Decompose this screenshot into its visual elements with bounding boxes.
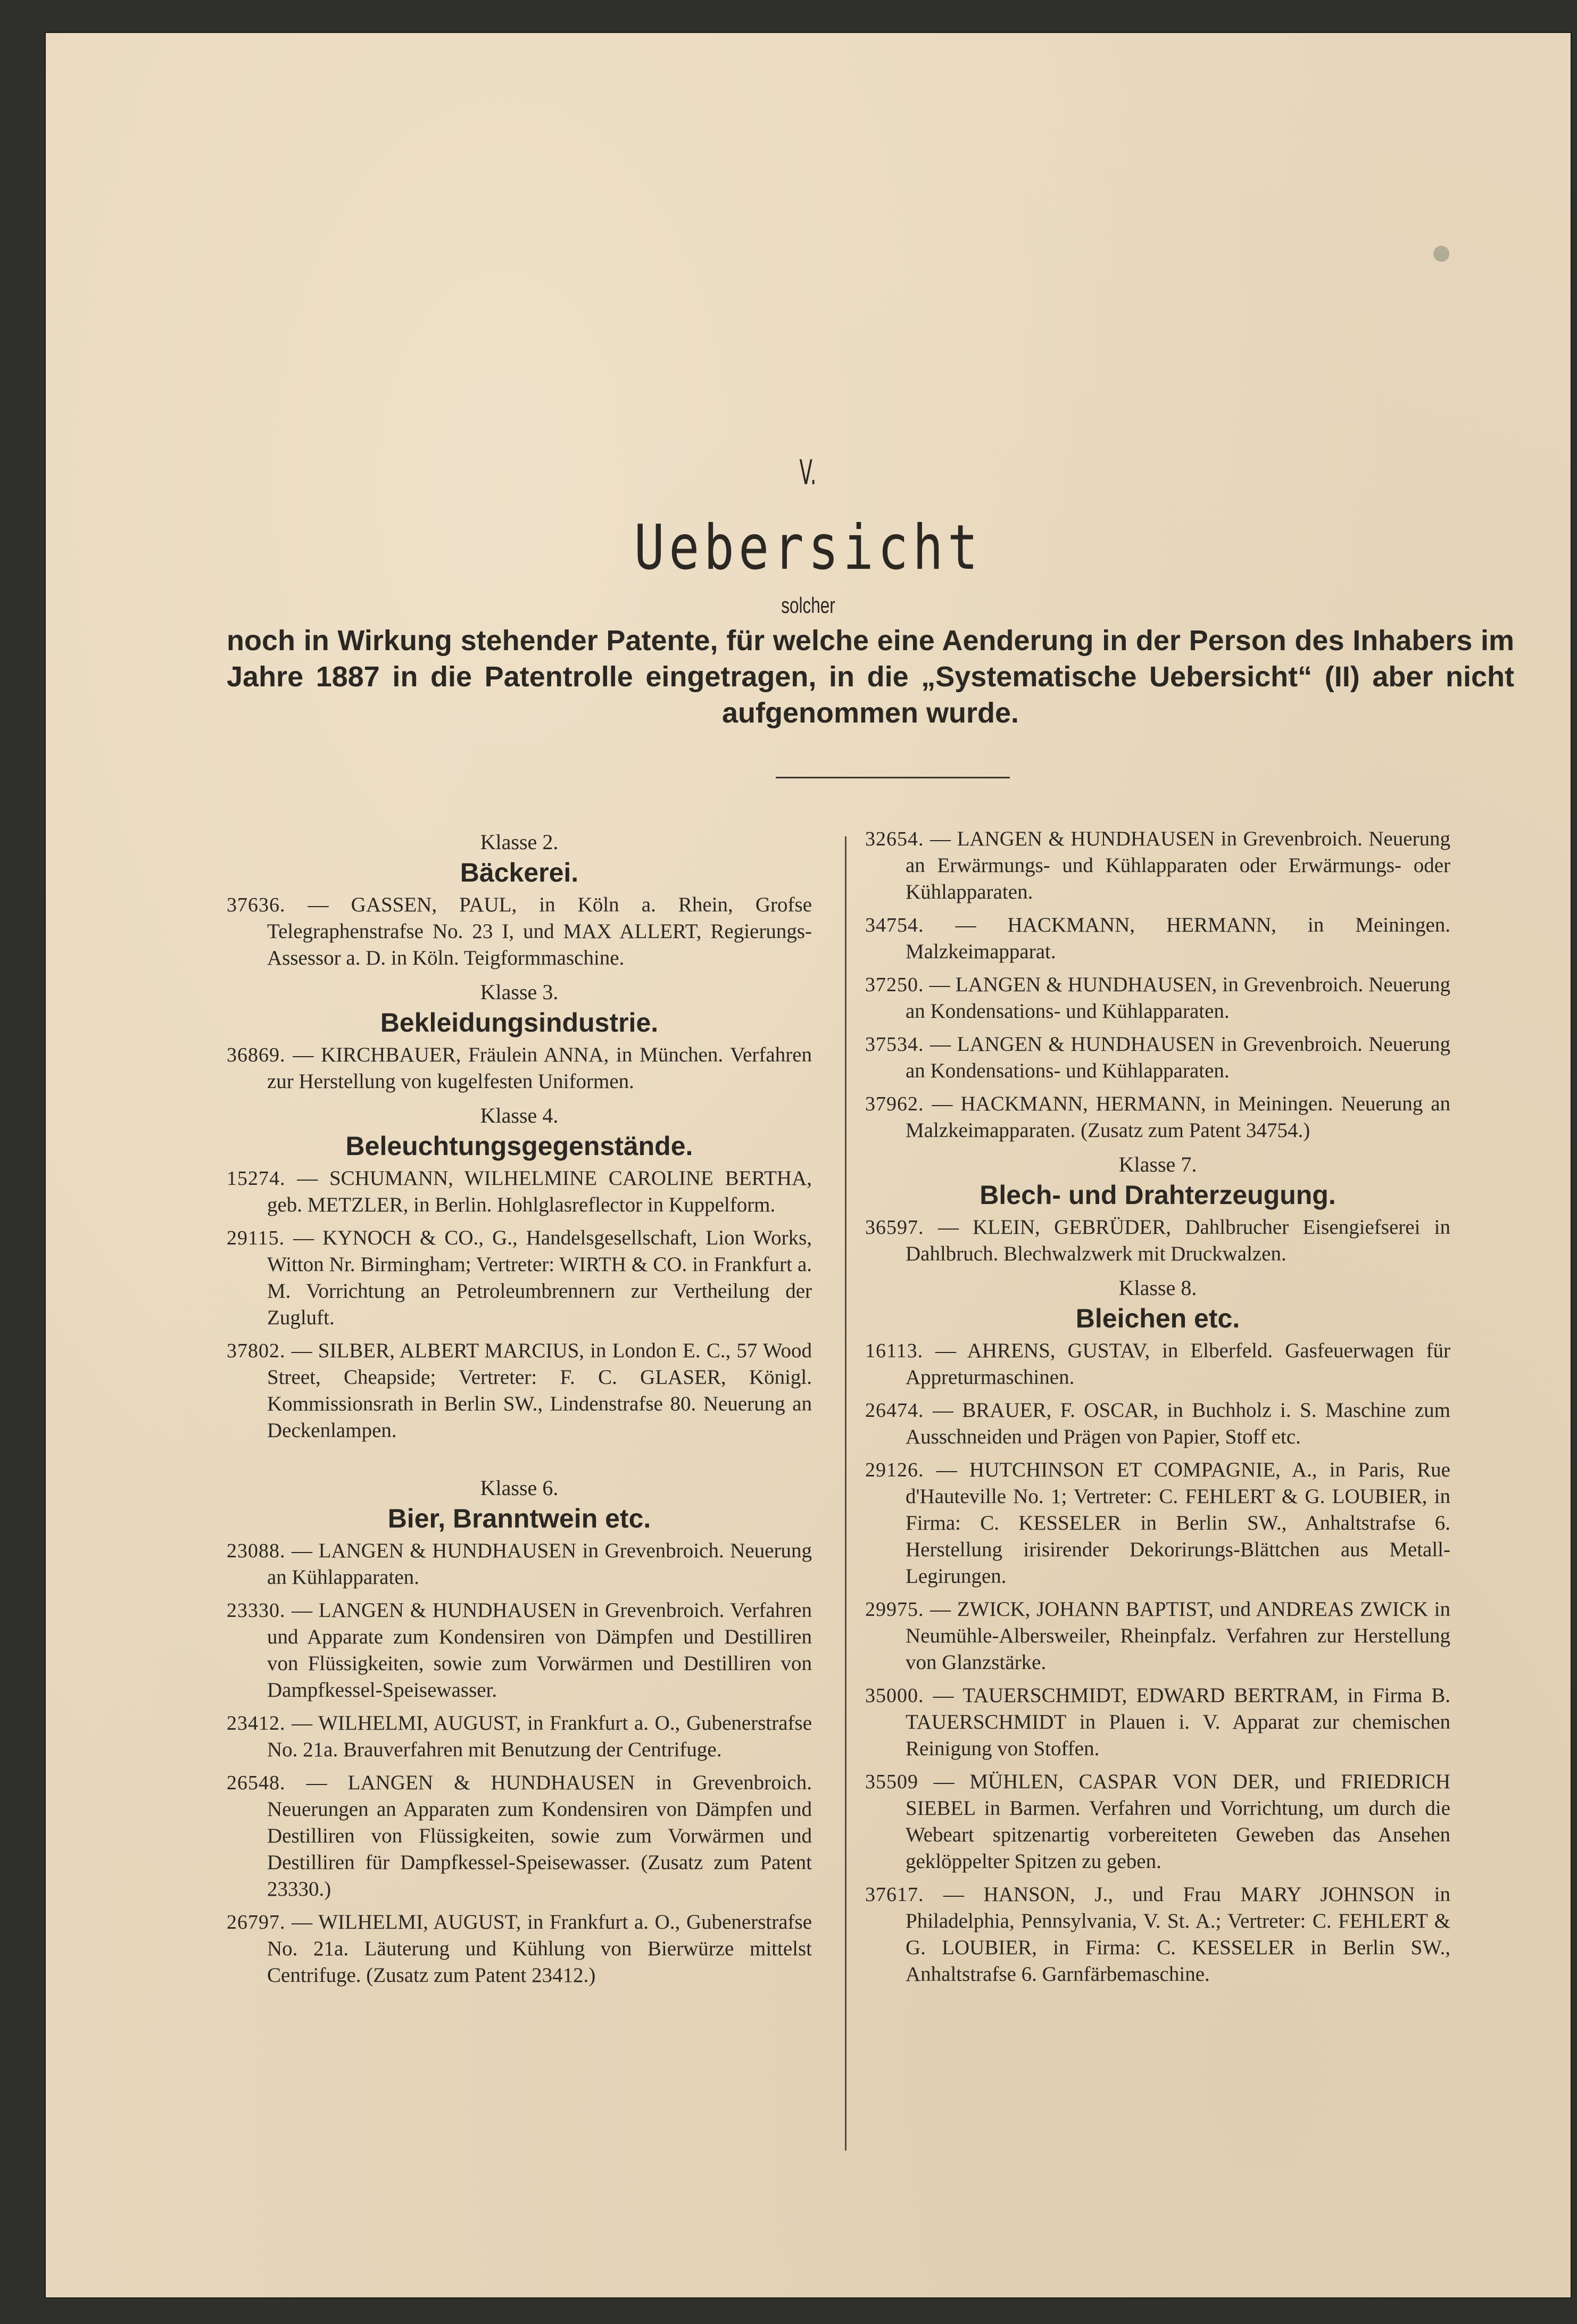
patent-text: — LANGEN & HUNDHAUSEN in Grevenbroich. Neuerungen an Apparaten zum Kondensiren von Dämpfen und Destilliren von Flüssigkeiten, sowie zum Vorwärmen und Destilliren für Dampfkessel-Speisewasser. (Zusatz zum Patent 23330.): [267, 1771, 812, 1900]
page-title: Uebersicht: [634, 512, 983, 584]
patent-text: — WILHELMI, AUGUST, in Frankfurt a. O., Gubenerstrafse No. 21a. Brauverfahren mit Benutzung der Centrifuge.: [267, 1712, 812, 1761]
document-page: [46, 33, 1571, 2297]
patent-text: — HANSON, J., und Frau MARY JOHNSON in Philadelphia, Pennsylvania, V. St. A.; Vertreter: C. FEHLERT & G. LOUBIER, in Firma: C. KESSELER in Berlin SW., Anhaltstrafse 6. Garnfärbemaschine.: [906, 1883, 1450, 1986]
patent-number: 35000.: [865, 1684, 924, 1707]
patent-entry: [227, 1909, 812, 1989]
header-rule: [776, 777, 1010, 778]
patent-entry: [865, 972, 1450, 1025]
category-heading: Beleuchtungsgegenstände.: [345, 1131, 693, 1161]
patent-entry: [865, 1031, 1450, 1084]
patent-number: 29975.: [865, 1598, 924, 1621]
patent-entry: [865, 1214, 1450, 1267]
patent-number: 34754.: [865, 914, 924, 936]
patent-text: — HACKMANN, HERMANN, in Meiningen. Malzkeimapparat.: [906, 914, 1451, 963]
patent-entry: [227, 1770, 812, 1903]
patent-entry: [227, 1225, 812, 1331]
patent-text: — HACKMANN, HERMANN, in Meiningen. Neuerung an Malzkeimapparaten. (Zusatz zum Patent 34754.): [906, 1092, 1451, 1142]
patent-text: — KIRCHBAUER, Fräulein ANNA, in München. Verfahren zur Herstellung von kugelfesten Uniformen.: [267, 1043, 812, 1093]
klasse-heading: Klasse 4.: [480, 1103, 559, 1127]
category-heading: Bäckerei.: [460, 858, 579, 887]
patent-text: — LANGEN & HUNDHAUSEN in Grevenbroich. Verfahren und Apparate zum Kondensiren von Dämpfen und Destilliren von Flüssigkeiten, sowie zum Vorwärmen und Destilliren von Dampfkessel-Speisewasser.: [267, 1599, 812, 1702]
patent-number: 15274.: [227, 1167, 286, 1190]
patent-text: — LANGEN & HUNDHAUSEN in Grevenbroich. Neuerung an Erwärmungs- und Kühlapparaten oder Erwärmungs- oder Kühlapparaten.: [906, 827, 1451, 903]
patent-entry: [227, 892, 812, 972]
patent-number: 23412.: [227, 1712, 286, 1734]
patent-text: — GASSEN, PAUL, in Köln a. Rhein, Grofse Telegraphenstrafse No. 23 I, und MAX ALLERT, Regierungs-Assessor a. D. in Köln. Teigformmaschine.: [267, 893, 812, 969]
patent-number: 37636.: [227, 894, 286, 916]
patent-number: 26474.: [865, 1399, 924, 1422]
patent-entry: [227, 1165, 812, 1218]
patent-entry: [865, 1881, 1450, 1988]
patent-entry: [227, 1538, 812, 1591]
patent-number: 37617.: [865, 1883, 924, 1906]
patent-entry: [227, 1042, 812, 1095]
category-heading: Blech- und Drahterzeugung.: [980, 1180, 1336, 1210]
patent-number: 29126.: [865, 1459, 924, 1481]
patent-entry: [865, 912, 1450, 965]
lead-paragraph: noch in Wirkung stehender Patente, für welche eine Aenderung in der Person des Inhabers im Jahre 1887 in die Patentrolle eingetragen, in die „Systematische Uebersicht“ (II) aber nicht aufgenommen wurde.: [227, 625, 1514, 729]
patent-text: — TAUERSCHMIDT, EDWARD BERTRAM, in Firma B. TAUERSCHMIDT in Plauen i. V. Apparat zur chemischen Reinigung von Stoffen.: [906, 1684, 1450, 1760]
patent-text: — AHRENS, GUSTAV, in Elberfeld. Gasfeuerwagen für Appreturmaschinen.: [906, 1339, 1451, 1389]
patent-number: 37534.: [865, 1033, 924, 1056]
patent-text: — LANGEN & HUNDHAUSEN in Grevenbroich. Neuerung an Kondensations- und Kühlapparaten.: [906, 1033, 1451, 1082]
patent-entry: [865, 826, 1450, 906]
klasse-heading: Klasse 3.: [480, 980, 559, 1004]
patent-number: 26548.: [227, 1772, 286, 1794]
patent-number: 37802.: [227, 1340, 286, 1362]
patent-text: — LANGEN & HUNDHAUSEN in Grevenbroich. Neuerung an Kühlapparaten.: [267, 1539, 812, 1589]
patent-number: 36597.: [865, 1216, 924, 1239]
right-column: [865, 826, 1450, 1994]
patent-number: 23330.: [227, 1599, 286, 1622]
patent-text: — HUTCHINSON ET COMPAGNIE, A., in Paris, Rue d'Hauteville No. 1; Vertreter: C. FEHLERT & G. LOUBIER, in Firma: C. KESSELER in Berlin SW., Anhaltstrafse 6. Herstellung irisirender Dekorirungs-Blättchen aus Metall-Legirungen.: [906, 1458, 1450, 1588]
patent-number: 37250.: [865, 974, 924, 996]
patent-number: 35509: [865, 1771, 918, 1793]
patent-entry: [865, 1091, 1450, 1144]
patent-entry: [227, 1710, 812, 1763]
patent-text: — SCHUMANN, WILHELMINE CAROLINE BERTHA, geb. METZLER, in Berlin. Hohlglasreflector in Kuppelform.: [267, 1167, 812, 1216]
patent-number: 16113.: [865, 1340, 924, 1362]
patent-entry: [227, 1338, 812, 1444]
patent-entry: [865, 1596, 1450, 1676]
patent-text: — LANGEN & HUNDHAUSEN, in Grevenbroich. Neuerung an Kondensations- und Kühlapparaten.: [906, 973, 1451, 1023]
patent-number: 29115.: [227, 1227, 285, 1249]
left-column: [227, 826, 812, 1995]
patent-text: — KYNOCH & CO., G., Handelsgesellschaft, Lion Works, Witton Nr. Birmingham; Vertreter: WIRTH & CO. in Frankfurt a. M. Vorrichtung an Petroleumbrennern zur Vertheilung der Zugluft.: [267, 1226, 812, 1329]
category-heading: Bleichen etc.: [1075, 1304, 1240, 1333]
patent-text: — BRAUER, F. OSCAR, in Buchholz i. S. Maschine zum Ausschneiden und Prägen von Papier, Stoff etc.: [906, 1399, 1450, 1448]
klasse-heading: Klasse 7.: [1118, 1152, 1197, 1176]
patent-entry: [865, 1397, 1450, 1450]
ink-spot: [1433, 246, 1449, 262]
patent-entry: [865, 1769, 1450, 1875]
patent-text: — MÜHLEN, CASPAR VON DER, und FRIEDRICH SIEBEL in Barmen. Verfahren und Vorrichtung, um durch die Webeart spitzenartig vorbereiteten Geweben das Ansehen geklöppelter Spitzen zu geben.: [906, 1770, 1450, 1873]
category-heading: Bier, Branntwein etc.: [387, 1504, 651, 1533]
category-heading: Bekleidungsindustrie.: [380, 1008, 659, 1038]
patent-number: 32654.: [865, 828, 924, 850]
patent-text: — SILBER, ALBERT MARCIUS, in London E. C., 57 Wood Street, Cheapside; Vertreter: F. C. GLASER, Königl. Kommissionsrath in Berlin SW., Lindenstrafse 80. Neuerung an Deckenlampen.: [267, 1339, 812, 1442]
spacer: [227, 1450, 812, 1472]
patent-number: 26797.: [227, 1911, 286, 1933]
column-divider: [845, 836, 846, 2151]
patent-entry: [865, 1682, 1450, 1762]
patent-text: — WILHELMI, AUGUST, in Frankfurt a. O., Gubenerstrafse No. 21a. Läuterung und Kühlung von Bierwürze mittelst Centrifuge. (Zusatz zum Patent 23412.): [267, 1911, 812, 1987]
klasse-heading: Klasse 2.: [480, 830, 559, 854]
patent-number: 37962.: [865, 1093, 924, 1115]
page-subtitle: solcher: [781, 593, 835, 618]
klasse-heading: Klasse 8.: [1118, 1276, 1197, 1300]
patent-text: — ZWICK, JOHANN BAPTIST, und ANDREAS ZWICK in Neumühle-Albersweiler, Rheinpfalz. Verfahren zur Herstellung von Glanzstärke.: [906, 1598, 1450, 1674]
patent-text: — KLEIN, GEBRÜDER, Dahlbrucher Eisengiefserei in Dahlbruch. Blechwalzwerk mit Druckwalzen.: [906, 1216, 1451, 1265]
patent-entry: [865, 1457, 1450, 1590]
patent-number: 23088.: [227, 1540, 286, 1562]
klasse-heading: Klasse 6.: [480, 1476, 559, 1500]
section-numeral: V.: [799, 453, 817, 493]
patent-entry: [227, 1597, 812, 1704]
patent-number: 36869.: [227, 1044, 286, 1066]
patent-entry: [865, 1338, 1450, 1391]
